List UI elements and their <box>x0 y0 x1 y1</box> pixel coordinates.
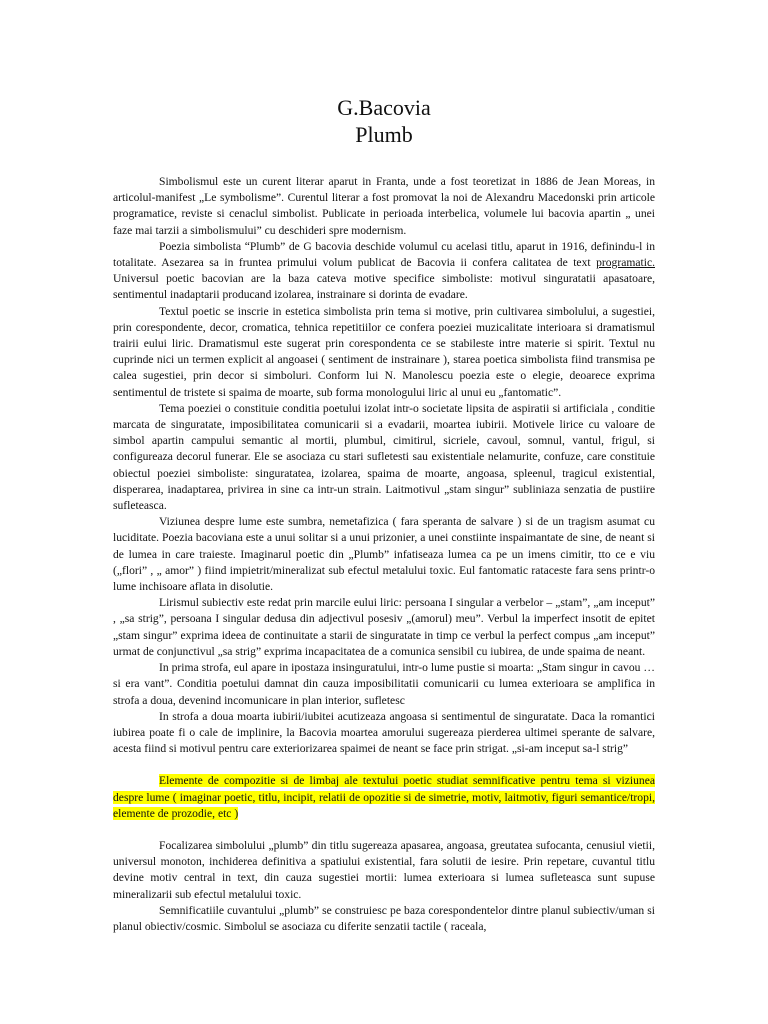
paragraph-plumb-meanings: Semnificatiile cuvantului „plumb” se construiesc pe baza corespondentelor dintre planul subiectiv/uman si planul obiectiv/cosmic. Simbolul se asociaza cu diferite senzatii tactile ( raceala, <box>113 903 655 933</box>
underlined-word-programatic: programatic. <box>596 256 655 270</box>
section-gap <box>113 757 655 773</box>
highlighted-section-heading <box>113 773 655 822</box>
paragraph-plumb-volume-rest: Universul poetic bacovian are la baza cateva motive specifice simboliste: motivul singuratatii apasatoare, sentimentul inadaptarii producand izolarea, instrainare si dorinta de evadare. <box>113 272 655 302</box>
section-gap-2 <box>113 822 655 838</box>
paragraph-second-stanza: In strofa a doua moarta iubirii/iubitei acutizeaza angoasa si sentimentul de singuratate. Daca la romantici iubirea poate fi o cale de implinire, la Bacovia moartea amorului sugereaza pierderea ultimei sperante de salvare, acesta fiind si motivul pentru care exteriorizarea spaimei de neant se face prin strigat. „si-am inceput sa-l strig” <box>113 709 655 756</box>
highlighted-text: Elemente de compozitie si de limbaj ale textului poetic studiat semnificative pentru tema si viziunea despre lume ( imaginar poetic, titlu, incipit, relatii de opozitie si de simetrie, motiv, laitmotiv, figuri semantice/tropi, elemente de prozodie, etc ) <box>113 774 655 820</box>
author-name: G.Bacovia <box>337 95 431 120</box>
paragraph-theme: Tema poeziei o constituie conditia poetului izolat intr-o societate lipsita de aspiratii si artificiala , conditie marcata de singuratate, imposibilitatea comunicarii si a evadarii, moartea iubirii. Motivele lirice cu valoare de simbol apartin campului semantic al mortii, plumbul, cimitirul, sicriele, cavoul, somnul, vantul, frigul, si configureaza decorul funerar. Ele se asociaza cu stari sufletesti sau existentiale nelamurite, confuze, care constituie obiectul poeziei simboliste: singuratatea, izolarea, spaima de moarte, angoasa, spleenul, tragicul existential, disperarea, inadaptarea, privirea in sine ca intr-un strain. Laitmotivul „stam singur” subliniaza senzatia de pustiire sufleteasca. <box>113 401 655 513</box>
title-block <box>113 94 655 148</box>
paragraph-plumb-volume-text: Poezia simbolista “Plumb” de G bacovia deschide volumul cu acelasi titlu, aparut in 1916, definindu-l in totalitate. Asezarea sa in fruntea primului volum publicat de Bacovia ii confera calitatea de text <box>113 239 655 270</box>
paragraph-plumb-volume <box>113 239 655 304</box>
paragraph-worldview: Viziunea despre lume este sumbra, nemetafizica ( fara speranta de salvare ) si de un tragism asumat cu luciditate. Poezia bacoviana este a unui solitar si a unui prizonier, a unei constiinte inspaimantate de sine, de neant si de lumea in care traieste. Imaginarul poetic din „Plumb” infatiseaza lumea ca pe un imens cimitir, tto ce e viu („flori” , „ amor” ) fiind impietrit/mineralizat sub efectul metalului toxic. Eul fantomatic rataceste fara sens printr-o lume inchisoare aflata in disolutie. <box>113 515 655 594</box>
paragraph-lyricism: Lirismul subiectiv este redat prin marcile eului liric: persoana I singular a verbelor – „stam”, „am inceput” , „sa strig”, persoana I singular dedusa din adjectivul posesiv „(amorul) meu”. Verbul la imperfect insotit de epitet „stam singur” exprima ideea de continuitate a starii de singuratate in timp ce verbul la perfect compus „am inceput” urmat de conjunctivul „sa strig” exprima incapacitatea de a comunica sensibil cu iubirea, de unde spaima de neant. <box>113 596 655 658</box>
essay-body <box>113 174 655 935</box>
document-page <box>113 94 655 935</box>
paragraph-aesthetic: Textul poetic se inscrie in estetica simbolista prin tema si motive, prin cultivarea simbolului, a sugestiei, prin corespondente, decor, cromatica, tehnica repetitiilor ce confera poeziei muzicalitate interioara si dramatismul trairii eului liric. Dramatismul este sugerat prin corespondenta ce se stabileste intre materie si spirit. Textul nu cuprinde nici un termen explicit al angoasei ( sentiment de instrainare ), starea poetica simbolista fiind transmisa pe calea sugestiei, prin decor si simboluri. Conform lui N. Manolescu poezia este o elegie, deoarece exprima sentimentul de tristete si spaima de moarte, sub forma monologului liric al unui eu „fantomatic”. <box>113 304 655 399</box>
poem-title: Plumb <box>355 122 413 147</box>
paragraph-intro: Simbolismul este un curent literar aparut in Franta, unde a fost teoretizat in 1886 de Jean Moreas, in articolul-manifest „Le symbolisme”. Curentul literar a fost promovat la noi de Alexandru Macedonski prin articole programatice, reviste si cenaclul simbolist. Publicate in perioada interbelica, volumele lui bacovia apartin „ unei faze mai tarzii a simbolismului” cu deschideri spre modernism. <box>113 175 655 237</box>
paragraph-first-stanza: In prima strofa, eul apare in ipostaza insinguratului, intr-o lume pustie si moarta: „Stam singur in cavou … si era vant”. Conditia poetului damnat din cauza imposibilitatii comunicarii cu lumea exterioara se amplifica in strofa a doua, devenind incomunicare in plan interior, sufletesc <box>113 661 655 707</box>
paragraph-title-symbol: Focalizarea simbolului „plumb” din titlu sugereaza apasarea, angoasa, greutatea sufocanta, cenusiul vietii, universul monoton, inchiderea definitiva a spatiului existential, fara solutii de iesire. Prin repetare, cuvantul titlu devine motiv central in text, din cauza sugestiei mortii: lumea exterioara si lumea sufleteasca sunt supuse mineralizarii sub efectul metalului toxic. <box>113 838 655 901</box>
